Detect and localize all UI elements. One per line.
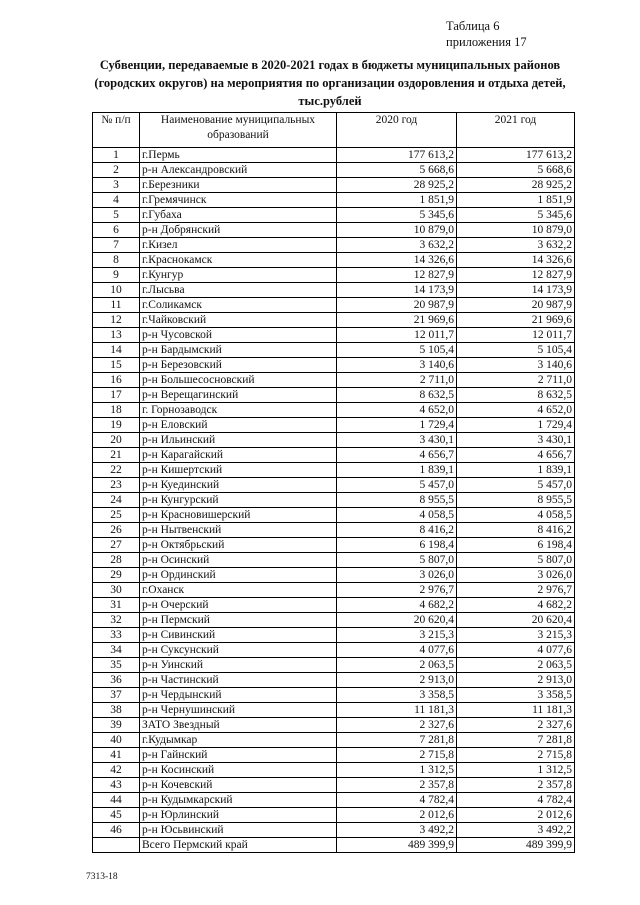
document-code: 7313-18 — [86, 872, 118, 882]
cell-number: 20 — [93, 433, 140, 448]
cell-2020: 28 925,2 — [337, 178, 457, 193]
cell-municipality: р-н Сивинский — [140, 628, 337, 643]
subsidies-table — [92, 112, 575, 853]
cell-municipality: р-н Чусовской — [140, 328, 337, 343]
cell-2021: 5 807,0 — [457, 553, 575, 568]
cell-2021: 1 851,9 — [457, 193, 575, 208]
cell-municipality: р-н Красновишерский — [140, 508, 337, 523]
cell-municipality: г.Губаха — [140, 208, 337, 223]
table-row — [93, 658, 575, 673]
cell-2021: 5 668,6 — [457, 163, 575, 178]
table-row — [93, 358, 575, 373]
cell-2021: 3 430,1 — [457, 433, 575, 448]
cell-2020: 2 012,6 — [337, 808, 457, 823]
cell-2020: 7 281,8 — [337, 733, 457, 748]
cell-2020: 5 345,6 — [337, 208, 457, 223]
cell-number: 29 — [93, 568, 140, 583]
cell-municipality: Всего Пермский край — [140, 838, 337, 853]
cell-number: 46 — [93, 823, 140, 838]
cell-2021: 4 782,4 — [457, 793, 575, 808]
cell-2021: 177 613,2 — [457, 148, 575, 163]
cell-2020: 5 457,0 — [337, 478, 457, 493]
cell-2020: 1 851,9 — [337, 193, 457, 208]
cell-number: 22 — [93, 463, 140, 478]
cell-2020: 3 215,3 — [337, 628, 457, 643]
table-row — [93, 613, 575, 628]
cell-number: 38 — [93, 703, 140, 718]
cell-2020: 11 181,3 — [337, 703, 457, 718]
cell-2021: 3 632,2 — [457, 238, 575, 253]
cell-municipality: р-н Еловский — [140, 418, 337, 433]
cell-2021: 14 173,9 — [457, 283, 575, 298]
table-row — [93, 238, 575, 253]
table-row — [93, 268, 575, 283]
header-number: № п/п — [93, 113, 140, 148]
caption-table-number: Таблица 6 — [446, 19, 500, 33]
table-row — [93, 178, 575, 193]
cell-municipality: р-н Ординский — [140, 568, 337, 583]
cell-2021: 6 198,4 — [457, 538, 575, 553]
cell-number: 40 — [93, 733, 140, 748]
cell-number: 23 — [93, 478, 140, 493]
cell-2020: 2 327,6 — [337, 718, 457, 733]
document-title: Субвенции, передаваемые в 2020-2021 годах в бюджеты муниципальных районов (городских округов) на мероприятия по организации оздоровления и отдыха детей, тыс.рублей — [94, 58, 566, 108]
cell-number: 14 — [93, 343, 140, 358]
cell-2021: 2 976,7 — [457, 583, 575, 598]
table-row — [93, 343, 575, 358]
cell-number: 41 — [93, 748, 140, 763]
table-row — [93, 643, 575, 658]
cell-2020: 4 782,4 — [337, 793, 457, 808]
cell-municipality: р-н Большесосновский — [140, 373, 337, 388]
table-row — [93, 163, 575, 178]
table-row — [93, 718, 575, 733]
cell-2021: 5 345,6 — [457, 208, 575, 223]
cell-2021: 1 729,4 — [457, 418, 575, 433]
caption-appendix: приложения 17 — [446, 35, 527, 49]
cell-2020: 14 326,6 — [337, 253, 457, 268]
table-row — [93, 508, 575, 523]
cell-municipality: г.Кунгур — [140, 268, 337, 283]
table-row — [93, 793, 575, 808]
cell-2020: 8 416,2 — [337, 523, 457, 538]
cell-2020: 3 632,2 — [337, 238, 457, 253]
cell-municipality: г.Кудымкар — [140, 733, 337, 748]
cell-2021: 4 077,6 — [457, 643, 575, 658]
cell-2020: 489 399,9 — [337, 838, 457, 853]
cell-municipality: р-н Уинский — [140, 658, 337, 673]
cell-municipality: г.Кизел — [140, 238, 337, 253]
cell-2021: 3 026,0 — [457, 568, 575, 583]
cell-municipality: р-н Гайнский — [140, 748, 337, 763]
cell-number: 28 — [93, 553, 140, 568]
cell-2021: 4 058,5 — [457, 508, 575, 523]
cell-number: 2 — [93, 163, 140, 178]
cell-municipality: р-н Кочевский — [140, 778, 337, 793]
table-header-row — [93, 113, 575, 148]
cell-number: 43 — [93, 778, 140, 793]
cell-number: 17 — [93, 388, 140, 403]
cell-2021: 3 358,5 — [457, 688, 575, 703]
cell-municipality: г.Краснокамск — [140, 253, 337, 268]
cell-2021: 4 656,7 — [457, 448, 575, 463]
table-row — [93, 298, 575, 313]
cell-number: 10 — [93, 283, 140, 298]
cell-number: 12 — [93, 313, 140, 328]
table-row — [93, 688, 575, 703]
cell-municipality: ЗАТО Звездный — [140, 718, 337, 733]
cell-municipality: р-н Кунгурский — [140, 493, 337, 508]
cell-municipality: р-н Юрлинский — [140, 808, 337, 823]
table-row — [93, 328, 575, 343]
cell-number: 31 — [93, 598, 140, 613]
cell-municipality: р-н Кишертский — [140, 463, 337, 478]
cell-2021: 28 925,2 — [457, 178, 575, 193]
cell-number: 25 — [93, 508, 140, 523]
cell-municipality: г.Лысьва — [140, 283, 337, 298]
cell-municipality: р-н Александровский — [140, 163, 337, 178]
cell-municipality: р-н Октябрьский — [140, 538, 337, 553]
table-row — [93, 193, 575, 208]
cell-2021: 2 327,6 — [457, 718, 575, 733]
cell-municipality: р-н Косинский — [140, 763, 337, 778]
cell-2021: 12 011,7 — [457, 328, 575, 343]
cell-2020: 4 652,0 — [337, 403, 457, 418]
cell-number: 1 — [93, 148, 140, 163]
cell-2020: 3 358,5 — [337, 688, 457, 703]
cell-municipality: р-н Юсьвинский — [140, 823, 337, 838]
cell-number: 11 — [93, 298, 140, 313]
cell-municipality: г.Оханск — [140, 583, 337, 598]
cell-2020: 4 077,6 — [337, 643, 457, 658]
cell-municipality: р-н Бардымский — [140, 343, 337, 358]
cell-2020: 2 715,8 — [337, 748, 457, 763]
cell-2020: 2 976,7 — [337, 583, 457, 598]
cell-number: 18 — [93, 403, 140, 418]
cell-2020: 2 063,5 — [337, 658, 457, 673]
cell-2020: 10 879,0 — [337, 223, 457, 238]
table-row — [93, 463, 575, 478]
cell-2020: 8 955,5 — [337, 493, 457, 508]
cell-2021: 2 715,8 — [457, 748, 575, 763]
cell-municipality: р-н Карагайский — [140, 448, 337, 463]
cell-2020: 14 173,9 — [337, 283, 457, 298]
cell-number: 19 — [93, 418, 140, 433]
total-row — [93, 838, 575, 853]
cell-number: 44 — [93, 793, 140, 808]
cell-number — [93, 838, 140, 853]
cell-number: 3 — [93, 178, 140, 193]
cell-municipality: г.Соликамск — [140, 298, 337, 313]
cell-number: 30 — [93, 583, 140, 598]
cell-municipality: г.Чайковский — [140, 313, 337, 328]
cell-municipality: г.Гремячинск — [140, 193, 337, 208]
cell-number: 15 — [93, 358, 140, 373]
header-municipality: Наименование муниципальных образований — [140, 113, 337, 148]
cell-number: 32 — [93, 613, 140, 628]
table-row — [93, 448, 575, 463]
table-row — [93, 598, 575, 613]
cell-2021: 2 357,8 — [457, 778, 575, 793]
cell-2020: 2 711,0 — [337, 373, 457, 388]
table-row — [93, 433, 575, 448]
cell-2020: 4 058,5 — [337, 508, 457, 523]
cell-municipality: р-н Ильинский — [140, 433, 337, 448]
cell-2021: 8 632,5 — [457, 388, 575, 403]
cell-2021: 14 326,6 — [457, 253, 575, 268]
cell-2020: 20 620,4 — [337, 613, 457, 628]
cell-2020: 5 105,4 — [337, 343, 457, 358]
cell-municipality: р-н Суксунский — [140, 643, 337, 658]
cell-municipality: г. Горнозаводск — [140, 403, 337, 418]
cell-municipality: р-н Осинский — [140, 553, 337, 568]
cell-2020: 21 969,6 — [337, 313, 457, 328]
table-row — [93, 778, 575, 793]
cell-2021: 10 879,0 — [457, 223, 575, 238]
table-caption — [446, 18, 527, 50]
cell-2020: 8 632,5 — [337, 388, 457, 403]
cell-number: 24 — [93, 493, 140, 508]
cell-number: 37 — [93, 688, 140, 703]
cell-2021: 20 620,4 — [457, 613, 575, 628]
cell-2021: 12 827,9 — [457, 268, 575, 283]
cell-number: 8 — [93, 253, 140, 268]
table-row — [93, 748, 575, 763]
cell-number: 26 — [93, 523, 140, 538]
table-row — [93, 553, 575, 568]
cell-2021: 2 012,6 — [457, 808, 575, 823]
cell-2021: 7 281,8 — [457, 733, 575, 748]
cell-2020: 4 682,2 — [337, 598, 457, 613]
table-row — [93, 493, 575, 508]
header-2020: 2020 год — [337, 113, 457, 148]
table-row — [93, 283, 575, 298]
table-row — [93, 313, 575, 328]
cell-2020: 12 011,7 — [337, 328, 457, 343]
cell-number: 42 — [93, 763, 140, 778]
table-row — [93, 253, 575, 268]
cell-number: 35 — [93, 658, 140, 673]
table-row — [93, 388, 575, 403]
cell-municipality: р-н Добрянский — [140, 223, 337, 238]
cell-number: 34 — [93, 643, 140, 658]
cell-2021: 3 140,6 — [457, 358, 575, 373]
cell-municipality: г.Пермь — [140, 148, 337, 163]
cell-2020: 5 668,6 — [337, 163, 457, 178]
table-row — [93, 418, 575, 433]
cell-2021: 489 399,9 — [457, 838, 575, 853]
cell-number: 4 — [93, 193, 140, 208]
cell-number: 16 — [93, 373, 140, 388]
cell-municipality: р-н Кудымкарский — [140, 793, 337, 808]
table-row — [93, 523, 575, 538]
cell-number: 9 — [93, 268, 140, 283]
cell-2020: 20 987,9 — [337, 298, 457, 313]
cell-2020: 2 357,8 — [337, 778, 457, 793]
cell-number: 7 — [93, 238, 140, 253]
cell-2021: 5 105,4 — [457, 343, 575, 358]
cell-2020: 3 492,2 — [337, 823, 457, 838]
cell-number: 45 — [93, 808, 140, 823]
cell-2020: 3 140,6 — [337, 358, 457, 373]
cell-number: 36 — [93, 673, 140, 688]
table-row — [93, 403, 575, 418]
cell-number: 39 — [93, 718, 140, 733]
table-row — [93, 673, 575, 688]
cell-number: 6 — [93, 223, 140, 238]
cell-2021: 2 913,0 — [457, 673, 575, 688]
cell-2020: 4 656,7 — [337, 448, 457, 463]
table-row — [93, 223, 575, 238]
cell-municipality: р-н Нытвенский — [140, 523, 337, 538]
cell-2021: 21 969,6 — [457, 313, 575, 328]
cell-municipality: г.Березники — [140, 178, 337, 193]
header-2021: 2021 год — [457, 113, 575, 148]
cell-2021: 11 181,3 — [457, 703, 575, 718]
table-row — [93, 583, 575, 598]
table-row — [93, 763, 575, 778]
cell-2020: 5 807,0 — [337, 553, 457, 568]
cell-2021: 2 711,0 — [457, 373, 575, 388]
table-body — [93, 148, 575, 853]
cell-number: 5 — [93, 208, 140, 223]
cell-2021: 8 416,2 — [457, 523, 575, 538]
cell-municipality: р-н Пермский — [140, 613, 337, 628]
cell-2021: 4 682,2 — [457, 598, 575, 613]
table-row — [93, 823, 575, 838]
cell-2021: 8 955,5 — [457, 493, 575, 508]
cell-number: 27 — [93, 538, 140, 553]
table-row — [93, 538, 575, 553]
table-row — [93, 733, 575, 748]
cell-municipality: р-н Куединский — [140, 478, 337, 493]
cell-2021: 1 839,1 — [457, 463, 575, 478]
cell-2021: 5 457,0 — [457, 478, 575, 493]
cell-2020: 2 913,0 — [337, 673, 457, 688]
table-row — [93, 703, 575, 718]
cell-number: 13 — [93, 328, 140, 343]
cell-2020: 1 729,4 — [337, 418, 457, 433]
cell-municipality: р-н Очерский — [140, 598, 337, 613]
cell-2020: 6 198,4 — [337, 538, 457, 553]
table-row — [93, 208, 575, 223]
table-row — [93, 568, 575, 583]
cell-2020: 12 827,9 — [337, 268, 457, 283]
cell-number: 21 — [93, 448, 140, 463]
cell-2021: 3 492,2 — [457, 823, 575, 838]
cell-2020: 3 026,0 — [337, 568, 457, 583]
cell-2021: 2 063,5 — [457, 658, 575, 673]
table-row — [93, 148, 575, 163]
table-row — [93, 373, 575, 388]
cell-2021: 3 215,3 — [457, 628, 575, 643]
cell-2021: 20 987,9 — [457, 298, 575, 313]
table-row — [93, 808, 575, 823]
cell-municipality: р-н Частинский — [140, 673, 337, 688]
cell-2020: 1 312,5 — [337, 763, 457, 778]
cell-number: 33 — [93, 628, 140, 643]
cell-2020: 177 613,2 — [337, 148, 457, 163]
table-row — [93, 478, 575, 493]
cell-municipality: р-н Чердынский — [140, 688, 337, 703]
cell-2021: 1 312,5 — [457, 763, 575, 778]
table-row — [93, 628, 575, 643]
cell-municipality: р-н Чернушинский — [140, 703, 337, 718]
cell-2020: 3 430,1 — [337, 433, 457, 448]
cell-municipality: р-н Верещагинский — [140, 388, 337, 403]
cell-2021: 4 652,0 — [457, 403, 575, 418]
cell-municipality: р-н Березовский — [140, 358, 337, 373]
cell-2020: 1 839,1 — [337, 463, 457, 478]
